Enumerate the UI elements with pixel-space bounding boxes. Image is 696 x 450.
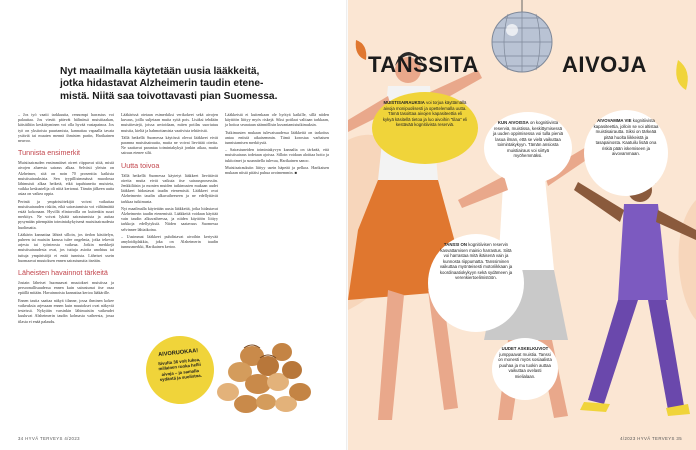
page-footer-right: 4/2023 HYVÄ TERVEYS 35 bbox=[620, 436, 682, 441]
paragraph: Tällä hetkellä Suomessa käytössä olevat lääkkeet eivät paranna muistisairautta, mutta ne voivat lievittää oireita. Ne saattavat parantaa toimintakykyä jonkin aikaa, mutta sairaus etenee silti. bbox=[121, 134, 218, 156]
bubble-text: kognitiivista kapasiteettia, jolloin se voi altistaa muistisairautta. Siksi on tärkeää pitää huolta liikkeistä ja tasapainosta. Kaatuilu lisää ona riskiä pään iskemiseen ja aivovammaan. bbox=[593, 118, 659, 156]
bubble-uudet-askelkuviot bbox=[492, 338, 558, 400]
paragraph: Muistisairauksiin liittyy usein häpeää ja pelkoa. Harikaisen mukaan niistä pitäisi puhua avoimemmin. ■ bbox=[225, 164, 329, 176]
disco-ball-icon bbox=[492, 0, 552, 72]
right-page bbox=[348, 0, 696, 450]
paragraph: Nyt maailmalla käytetään uusia lääkkeitä, jotka hidastavat Alzheimerin taudin etenemistä. Lääkkeitä voidaan käyttää vain taudin alkuvaiheessa, ja niiden käyttöön liittyy tarkkoja edellytyksiä. Niiden saatavuus Suomessa selvinnee lähiaikoina. bbox=[121, 205, 218, 232]
bubble-kun-aivoissa bbox=[484, 112, 572, 184]
subheading-laheisten: Läheisten havainnot tärkeitä bbox=[18, 268, 108, 278]
paragraph: Tutkimusten mukaan tulevaisuudessa lääkkeitä on tarkoitus antaa entistä aikaisemmin. Tämä korostaa varhaisen tunnistamisen merkitystä. bbox=[225, 129, 329, 146]
bubble-text: kognitiivisen reservin kasvattamisen mainio harrastus. Siitä voi harrastaa mitä ikäisenä vain ja kunnosta riippumatta. Tanssiminen vaikuttaa myönteisesti motoriikkaan ja koordinaatiokykyyn sekä sydämeen ja verenkiertoelimistöön. bbox=[439, 242, 513, 280]
paragraph: Jostain läheiset huomaavat muutokset muistissa ja persoonallisuudessa ennen kuin sairastunut itse osaa epäillä mitään. Havainnoista kannattaa kertoa lääkärille. bbox=[18, 280, 114, 296]
paragraph: Lääkärin kannattaa lähteä silloin, jos tiedon käsittelyn, puheen tai muistin kanssa tulee ongelmia, jotka tekevät arjesta tai työnteosta vaikeaa. Jotkin merkkejä muistisairaudesta ovat, jos tuttuja asioita unohtuu tai tuttuja ympäristöjä ei enää tunnista. Läheiset usein huomaavat muutoksen ennen sairastunutta itseään. bbox=[18, 231, 114, 263]
subheading-tunnista: Tunnista ensimerkit bbox=[18, 148, 81, 158]
bubble-heading: MUISTISAIRAUKSIA bbox=[383, 100, 425, 105]
title-aivoja: AIVOJA bbox=[562, 52, 647, 77]
bubble-tanssi-on bbox=[428, 234, 524, 332]
bubble-heading: TANSSI ON bbox=[443, 242, 467, 247]
bubble-text: voi torjua käyttämällä aivoja monipuolisesti ja opettelemalla uutta. Tämä tasoittaa aivojen kapasiteettia eli kykyä käsitellä tietoa ja luo aivoihin "tilaa" eli kestävää kognitiivista reserviä. bbox=[382, 100, 468, 127]
badge-title: AIVORUOKAA! bbox=[157, 348, 199, 359]
bubble-heading: AIVOVAMMA VIE bbox=[597, 118, 632, 123]
bubble-aivovamma bbox=[584, 110, 668, 196]
paragraph: – Uusimmat lääkkeet puhdistavat aivoihin kertyvää amyloidiplakkia, joka on Alzheimerin taudin tunnusmerkki, Harikainen kertoo. bbox=[121, 233, 218, 250]
paragraph: – Sairastuneiden toimintakyvyn kannalta on tärkeää, että muistisairaus todetaan ajoissa. Silloin voidaan aloittaa hoito ja tukitoimet ja suunnitella tulevaa, Harikainen sanoo. bbox=[225, 147, 329, 163]
bubble-text: on kognitiivista reserviä, muistissa, keskittymisessä ja uuden oppimisessa voi tulla pieniä lasua ilman, että se vielä vaikuttaa toimintakykyyn. Tämän ansiosta muistiairaus voi siirtyä myöhemmäksi. bbox=[493, 120, 563, 158]
paragraph: Lääkkeistä ei kuitenkaan ole hyötyä kaikille, sillä niiden käyttöön liittyy myös riskejä. Siksi potilaat valitaan tarkkaan, ja hoitoa seurataan säännöllisin kuvantamistutkimuksin. bbox=[225, 112, 329, 128]
paragraph: Tällä hetkellä Suomessa käytetyt lääkkeet lievittävät oireita mutta eivät vaikuta itse sairausprosessiin. Jenkkiläisin ja monien muiden tutkimusten mukaan uudet lääkkeet hidastavat taudin etenemistä. Lääkkeet ovat Alzheimerin taudin alkuvaiheeseen ja ne edellyttävät tarkkaa tutkimusta. bbox=[121, 172, 218, 204]
subheading-uutta-toivoa: Uutta toivoa bbox=[121, 160, 160, 170]
title-tanssita: TANSSITA bbox=[368, 52, 479, 77]
page-footer-left: 34 HYVÄ TERVEYS 4/2023 bbox=[18, 436, 80, 441]
intro-paragraph: – Jos työ vaatii tarkkuutta, rennompi harrastus voi palauttaa. Jos viestit pätevät hälinässä muistitaakan, kätsitiltiin keskittyminen voi olla hyvää vastapainoa. Jos työ on yksitoista puurtamista, kannattaa vapaalla tavata ystäviä tai muuten mennä ihmisten pariin, Harikainen neuvoo. bbox=[18, 112, 114, 144]
bubble-heading: KUN AIVOISSA bbox=[497, 120, 529, 125]
dancer-right bbox=[574, 172, 696, 416]
hazelnut-icon bbox=[217, 343, 311, 413]
bubble-heading: UUDET ASKELKUVIOT bbox=[501, 346, 549, 351]
paragraph: Muistisairauden ensimmäiset oireet riippuvat siitä, mistä aivojen alueesta sairaus alkaa. Selvästi yleisin on Alzheimer, sitä on noin 70 prosenttia kaikista muistisairauksista. Sen tyypillisimmässä muodossa lähimuisti alkaa heiketä, eikä tapahtuneita muisteta, vaikka keskustelija oli niitä kertonut. Tämän jälkeen uutta asiaa on vaikea oppia. bbox=[18, 160, 114, 197]
article-headline: Nyt maailmalla käytetään uusia lääkkeitä, jotka hidastavat Alzheimerin taudin etene-mistä. Niitä saa toivottavasti pian Suomessa. bbox=[60, 66, 278, 102]
badge-body: Sivulta 36 voit lukea, millainen ruoka hellii aivoja – ja samalla sydäntä ja suolistoa. bbox=[157, 356, 203, 383]
bubble-text: jumppaavat muistia. Tanssi on monesti myös sosiaalista puuhaa ja mu tuokin auttaa vaikuttaa ovelasti mielialaan. bbox=[498, 351, 552, 379]
paragraph: Perintä ja ympäristötekijät voivat vaikuttaa muistisairauden riskiin, eikä sairastumista voi välttämättä estää kokonaan. Hyvillä elintavoilla on kuitenkin suuri merkitys. Ne voivat lykätä sairastumista ja auttaa pysymään pitempään toimintakykyisenä muistisairaudesta huolimatta. bbox=[18, 198, 114, 230]
bubble-muistisairauksia bbox=[372, 92, 478, 164]
paragraph: Ennen tautia saattaa näkyä tilanne, jossa ihminen kokee vaikeuksia arjessaan ennen kuin muutokset ovat näkyviä testeissä. Nykyään varsinkin lähimuistin vaikeudet kuuluvat Alzheimerin taudin kolmasta vaiheesta, jossa tilasta ei enää palaudu. bbox=[18, 297, 114, 324]
paragraph: Lääkärissä otetaan esimerkiksi verikokeet sekä aivojen kuvaus, joilla suljetaan muita syitä pois. Lisäksi tehdään muistitestejä, joissa arvioidaan, miten potilas suoriutuu muistia, kieltä ja hahmottamista vaativista tehtävistä. bbox=[121, 112, 218, 133]
